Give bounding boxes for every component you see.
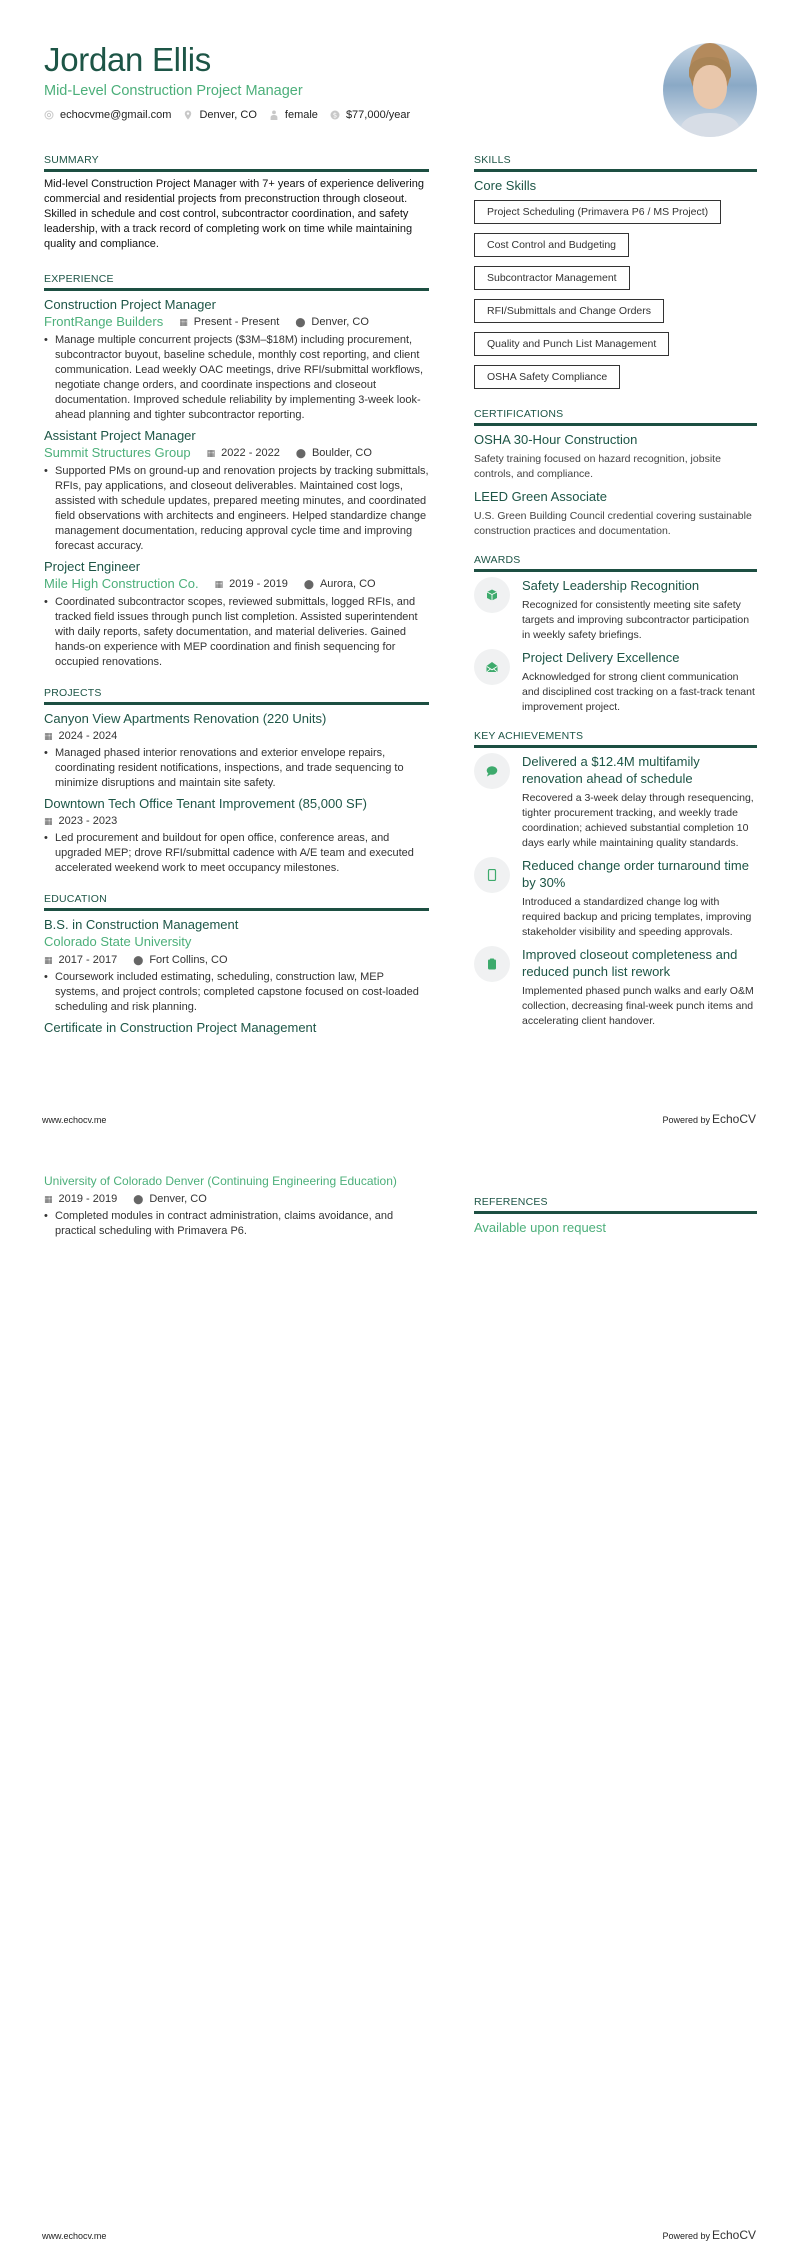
footer-website-link[interactable]: www.echocv.me bbox=[42, 2231, 107, 2241]
page-footer bbox=[42, 1112, 756, 1126]
candidate-title: Mid-Level Construction Project Manager bbox=[44, 83, 303, 99]
skill-tag: RFI/Submittals and Change Orders bbox=[474, 299, 664, 323]
job-location: Aurora, CO bbox=[319, 578, 376, 590]
degree-name: B.S. in Construction Management bbox=[44, 917, 239, 932]
education-dates: 2017 - 2017 bbox=[58, 954, 118, 966]
achievement-item bbox=[474, 857, 757, 940]
awards-section bbox=[474, 553, 757, 715]
project-bullet: • Led procurement and buildout for open office, conference areas, and upgraded MEP; drove RFI/submittal cadence with A/E team and executed accelerated weekend work to meet occupancy milestones. bbox=[44, 831, 429, 876]
skill-tag: Cost Control and Budgeting bbox=[474, 233, 629, 257]
job-location: Denver, CO bbox=[311, 316, 369, 328]
calendar-icon: ▦ bbox=[44, 955, 53, 965]
clipboard-icon bbox=[474, 946, 510, 982]
envelope-open-icon bbox=[474, 649, 510, 685]
svg-text:$: $ bbox=[332, 111, 338, 120]
achievement-desc: Implemented phased punch walks and early O&M collection, decreasing final-week punch items and accelerating client handover. bbox=[522, 985, 754, 1027]
achievement-title: Reduced change order turnaround time by 30% bbox=[522, 858, 749, 890]
job-bullet: • Manage multiple concurrent projects ($3M–$18M) including procurement, subcontractor buyout, baseline schedule, monthly cost reporting, and client communication. Lead weekly OAC meetings, drive RFI/submittal workflows, negotiate change orders, and coordinate inspections and closeout documentation. Improved schedule reliability by implementing 3-week look-ahead planning and tighter subcontractor reporting. bbox=[44, 333, 429, 423]
calendar-icon: ▦ bbox=[206, 448, 216, 458]
footer-powered-by: Powered by EchoCV bbox=[662, 2228, 756, 2242]
certification-item bbox=[474, 488, 757, 539]
footer-brand: EchoCV bbox=[711, 1112, 756, 1126]
experience-section bbox=[44, 272, 429, 670]
calendar-icon: ▦ bbox=[44, 731, 53, 741]
certification-name: LEED Green Associate bbox=[474, 489, 607, 504]
map-pin-icon: ⬤ bbox=[295, 317, 306, 327]
map-pin-icon: ⬤ bbox=[133, 955, 144, 965]
project-bullet: • Managed phased interior renovations and exterior envelope repairs, coordinating resident notifications, inspections, and trade sequencing to minimize disruptions and maintain site safety. bbox=[44, 746, 429, 791]
footer-powered-by: Powered by EchoCV bbox=[662, 1112, 756, 1126]
job-dates: 2019 - 2019 bbox=[229, 578, 288, 590]
education-bullet: • Completed modules in contract administration, claims avoidance, and practical scheduling with Primavera P6. bbox=[44, 1209, 429, 1239]
summary-section bbox=[44, 153, 429, 252]
skill-tag: OSHA Safety Compliance bbox=[474, 365, 620, 389]
right-column bbox=[474, 153, 757, 1043]
education-dates: 2019 - 2019 bbox=[58, 1193, 118, 1205]
company-name: FrontRange Builders bbox=[44, 314, 164, 329]
calendar-icon: ▦ bbox=[44, 1194, 53, 1204]
skill-tag: Quality and Punch List Management bbox=[474, 332, 669, 356]
skill-tag: Project Scheduling (Primavera P6 / MS Project) bbox=[474, 200, 721, 224]
award-desc: Recognized for consistently meeting site safety targets and improving subcontractor participation in weekly safety briefings. bbox=[522, 599, 750, 641]
project-dates: 2024 - 2024 bbox=[58, 730, 118, 742]
references-text: Available upon request bbox=[474, 1220, 607, 1235]
award-item bbox=[474, 649, 757, 715]
job-bullet: • Supported PMs on ground-up and renovation projects by tracking submittals, RFIs, pay applications, and closeout deliverables. Maintained cost logs, assisted with schedule updates, prepared meeting minutes, and coordinated field observations with architects and engineers. Helped standardize change management documentation, reducing approval cycle time and improving forecast accuracy. bbox=[44, 464, 429, 554]
avatar bbox=[663, 43, 757, 137]
contact-gender bbox=[269, 107, 318, 123]
education-location: Fort Collins, CO bbox=[149, 954, 228, 966]
education-item-continued bbox=[44, 1172, 429, 1239]
avatar-face bbox=[693, 65, 727, 109]
achievement-desc: Introduced a standardized change log with required backup and pricing templates, improving stakeholder visibility and speeding approvals. bbox=[522, 896, 752, 938]
contact-email-text: echocvme@gmail.com bbox=[60, 109, 172, 121]
resume-header bbox=[44, 42, 604, 123]
award-title: Safety Leadership Recognition bbox=[522, 578, 700, 593]
education-item bbox=[44, 916, 429, 1015]
right-column-continued bbox=[474, 1195, 757, 1251]
skill-tags bbox=[474, 197, 757, 395]
left-column bbox=[44, 153, 429, 1050]
experience-item bbox=[44, 296, 429, 423]
footer-website-link[interactable]: www.echocv.me bbox=[42, 1115, 107, 1125]
project-dates: 2023 - 2023 bbox=[58, 815, 118, 827]
resume-page-2 bbox=[0, 1130, 794, 2246]
project-item bbox=[44, 710, 429, 791]
section-heading-certifications: CERTIFICATIONS bbox=[474, 407, 757, 426]
education-item bbox=[44, 1019, 429, 1036]
section-heading-references: REFERENCES bbox=[474, 1195, 757, 1214]
map-pin-icon: ⬤ bbox=[303, 579, 314, 589]
education-section bbox=[44, 892, 429, 1036]
certifications-section bbox=[474, 407, 757, 539]
certification-name: OSHA 30-Hour Construction bbox=[474, 432, 638, 447]
job-location: Boulder, CO bbox=[311, 447, 372, 459]
award-title: Project Delivery Excellence bbox=[522, 650, 680, 665]
achievement-item bbox=[474, 946, 757, 1029]
candidate-name: Jordan Ellis bbox=[44, 41, 211, 78]
mobile-phone-icon bbox=[474, 857, 510, 893]
chat-bubble-icon bbox=[474, 753, 510, 789]
job-bullet: • Coordinated subcontractor scopes, reviewed submittals, logged RFIs, and tracked field issues through punch list completion. Assisted superintendent with daily reports, safety documentation, and material deliveries. Gained hands-on experience with MEP coordination and finish sequencing for occupied renovations. bbox=[44, 595, 429, 670]
experience-item bbox=[44, 558, 429, 670]
section-heading-education: EDUCATION bbox=[44, 892, 429, 911]
left-column-continued bbox=[44, 1172, 429, 1243]
person-icon bbox=[269, 110, 279, 120]
skills-group-title: Core Skills bbox=[474, 178, 537, 193]
projects-section bbox=[44, 686, 429, 876]
map-pin-icon: ⬤ bbox=[295, 448, 306, 458]
job-role: Construction Project Manager bbox=[44, 297, 216, 312]
achievements-section bbox=[474, 729, 757, 1029]
school-name: University of Colorado Denver (Continuing Engineering Education) bbox=[44, 1174, 397, 1188]
dollar-icon bbox=[330, 110, 340, 120]
contact-list bbox=[44, 107, 604, 123]
achievement-item bbox=[474, 753, 757, 851]
skill-tag: Subcontractor Management bbox=[474, 266, 630, 290]
achievement-desc: Recovered a 3-week delay through resequencing, tighter procurement tracking, and weekly trade coordination; achieved substantial completion 10 days early while maintaining quality standards. bbox=[522, 792, 754, 849]
map-pin-icon: ⬤ bbox=[133, 1194, 144, 1204]
contact-location-text: Denver, CO bbox=[199, 109, 257, 121]
calendar-icon: ▦ bbox=[214, 579, 224, 589]
at-icon bbox=[44, 110, 54, 120]
skills-section bbox=[474, 153, 757, 395]
degree-name: Certificate in Construction Project Management bbox=[44, 1020, 317, 1035]
project-name: Canyon View Apartments Renovation (220 Units) bbox=[44, 711, 327, 726]
cube-icon bbox=[474, 577, 510, 613]
experience-item bbox=[44, 427, 429, 554]
project-name: Downtown Tech Office Tenant Improvement (85,000 SF) bbox=[44, 796, 368, 811]
job-dates: 2022 - 2022 bbox=[221, 447, 280, 459]
award-item bbox=[474, 577, 757, 643]
contact-salary-text: $77,000/year bbox=[345, 109, 411, 121]
section-heading-awards: AWARDS bbox=[474, 553, 757, 572]
education-location: Denver, CO bbox=[149, 1193, 207, 1205]
section-heading-summary: SUMMARY bbox=[44, 153, 429, 172]
contact-gender-text: female bbox=[284, 109, 318, 121]
calendar-icon: ▦ bbox=[44, 816, 53, 826]
section-heading-projects: PROJECTS bbox=[44, 686, 429, 705]
project-item bbox=[44, 795, 429, 876]
job-role: Assistant Project Manager bbox=[44, 428, 196, 443]
contact-salary bbox=[330, 107, 410, 123]
company-name: Summit Structures Group bbox=[44, 445, 191, 460]
achievement-title: Delivered a $12.4M multifamily renovation ahead of schedule bbox=[522, 754, 700, 786]
calendar-icon: ▦ bbox=[179, 317, 188, 327]
footer-brand: EchoCV bbox=[711, 2228, 756, 2242]
education-bullet: • Coursework included estimating, scheduling, construction law, MEP systems, and project controls; completed capstone focused on cost-loaded scheduling and risk planning. bbox=[44, 970, 429, 1015]
contact-location bbox=[183, 107, 256, 123]
section-heading-experience: EXPERIENCE bbox=[44, 272, 429, 291]
map-pin-icon bbox=[183, 110, 193, 120]
section-heading-skills: SKILLS bbox=[474, 153, 757, 172]
certification-item bbox=[474, 431, 757, 482]
job-dates: Present - Present bbox=[193, 316, 280, 328]
award-desc: Acknowledged for strong client communication and disciplined cost tracking on a fast-track tenant improvement project. bbox=[522, 671, 755, 713]
avatar-shirt bbox=[681, 113, 739, 137]
summary-text: Mid-level Construction Project Manager with 7+ years of experience delivering commercial and residential projects from preconstruction through closeout. Skilled in schedule and cost control, subcontractor coordination, and safety leadership, with a track record of completing work on time while maintaining quality and compliance. bbox=[44, 178, 424, 250]
certification-desc: Safety training focused on hazard recognition, jobsite controls, and compliance. bbox=[474, 453, 721, 480]
references-section bbox=[474, 1195, 757, 1237]
school-name: Colorado State University bbox=[44, 934, 192, 949]
company-name: Mile High Construction Co. bbox=[44, 576, 199, 591]
achievement-title: Improved closeout completeness and reduced punch list rework bbox=[522, 947, 738, 979]
contact-email[interactable] bbox=[44, 107, 171, 123]
section-heading-achievements: KEY ACHIEVEMENTS bbox=[474, 729, 757, 748]
page-footer bbox=[42, 2228, 756, 2242]
job-role: Project Engineer bbox=[44, 559, 141, 574]
certification-desc: U.S. Green Building Council credential covering sustainable construction practices and documentation. bbox=[474, 510, 752, 537]
